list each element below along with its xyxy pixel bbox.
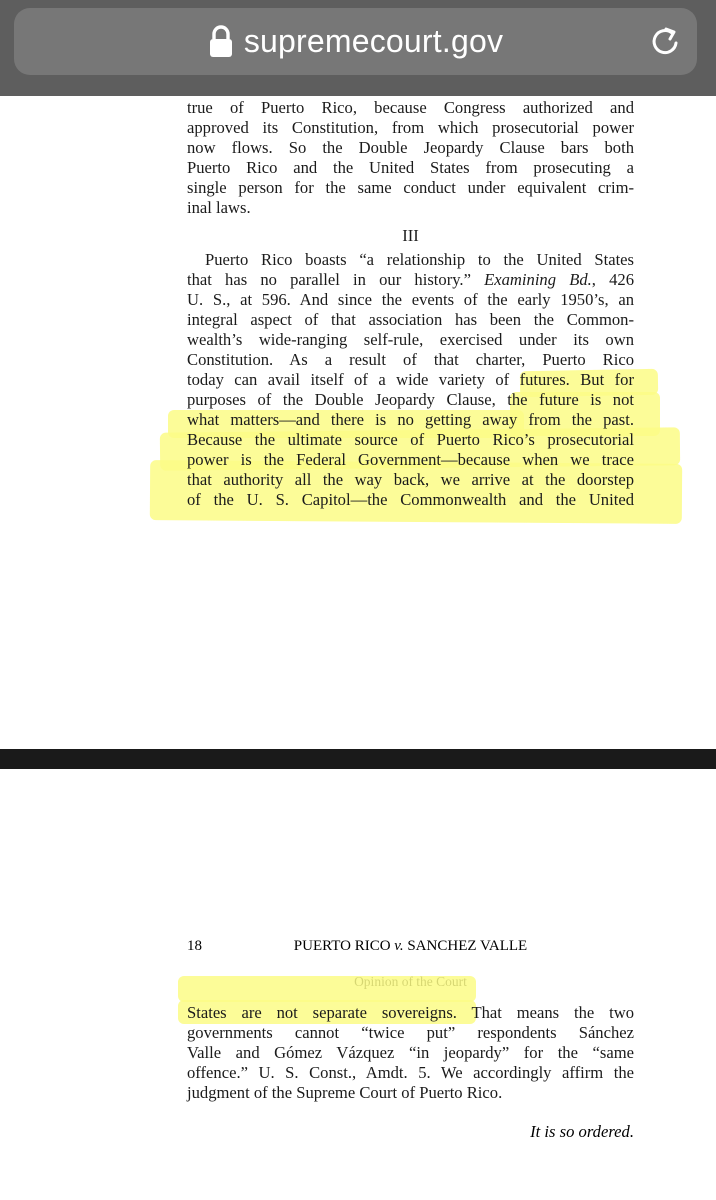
text-line: power is the Federal Government—because when we trace: [187, 450, 634, 469]
lock-icon: [208, 25, 234, 59]
text-line: inal laws.: [187, 198, 251, 217]
text-line: integral aspect of that association has been the Common-: [187, 310, 634, 329]
text-line: true of Puerto Rico, because Congress authorized and: [187, 98, 634, 117]
text-line: Constitution. As a result of that charter, Puerto Rico: [187, 350, 634, 369]
text-line: States are not separate sovereigns. That means the two: [187, 1003, 634, 1022]
text-line: of the U. S. Capitol—the Commonwealth and the United: [187, 490, 634, 509]
document-paragraph-2: [187, 1003, 634, 1103]
page-number: 18: [187, 938, 202, 954]
citation-italic: Examining Bd.: [484, 270, 592, 289]
text-line: U. S., at 596. And since the events of the early 1950’s, an: [187, 290, 634, 309]
url-text: supremecourt.gov: [243, 23, 504, 59]
url-display[interactable]: [14, 8, 697, 75]
section-heading: III: [402, 226, 419, 245]
text-line: Puerto Rico boasts “a relationship to the United States: [205, 250, 634, 269]
text-line: Because the ultimate source of Puerto Rico’s prosecutorial: [187, 430, 634, 449]
text-line: approved its Constitution, from which prosecutorial power: [187, 118, 634, 137]
page-divider: [0, 749, 716, 769]
text-line: wealth’s wide-ranging self-rule, exercised under its own: [187, 330, 634, 349]
text-line: governments cannot “twice put” respondents Sánchez: [187, 1023, 634, 1042]
text-line: today can avail itself of a wide variety of futures. But for: [187, 370, 634, 389]
document-paragraph: [187, 250, 634, 510]
document-page-top: [187, 98, 634, 218]
text-line: purposes of the Double Jeopardy Clause, the future is not: [187, 390, 634, 409]
case-title: PUERTO RICO v. SANCHEZ VALLE: [293, 938, 528, 954]
text-line: Puerto Rico and the United States from prosecuting a: [187, 158, 634, 177]
reload-icon[interactable]: [647, 24, 683, 60]
text-line: that authority all the way back, we arrive at the doorstep: [187, 470, 634, 489]
text-line: what matters—and there is no getting away from the past.: [187, 410, 634, 429]
text-line: that has no parallel in our history.” Examining Bd., 426: [187, 270, 634, 289]
text-line: single person for the same conduct under equivalent crim-: [187, 178, 634, 197]
text-line: judgment of the Supreme Court of Puerto Rico.: [187, 1083, 503, 1102]
text-line: offence.” U. S. Const., Amdt. 5. We accordingly affirm the: [187, 1063, 634, 1082]
text-line: now flows. So the Double Jeopardy Clause bars both: [187, 138, 634, 157]
browser-toolbar: [0, 0, 716, 96]
closing-line: It is so ordered.: [530, 1122, 634, 1141]
text-line: Valle and Gómez Vázquez “in jeopardy” for the “same: [187, 1043, 634, 1062]
running-header: [187, 938, 634, 958]
address-bar[interactable]: [14, 8, 697, 75]
highlight-stroke: [178, 976, 476, 1002]
